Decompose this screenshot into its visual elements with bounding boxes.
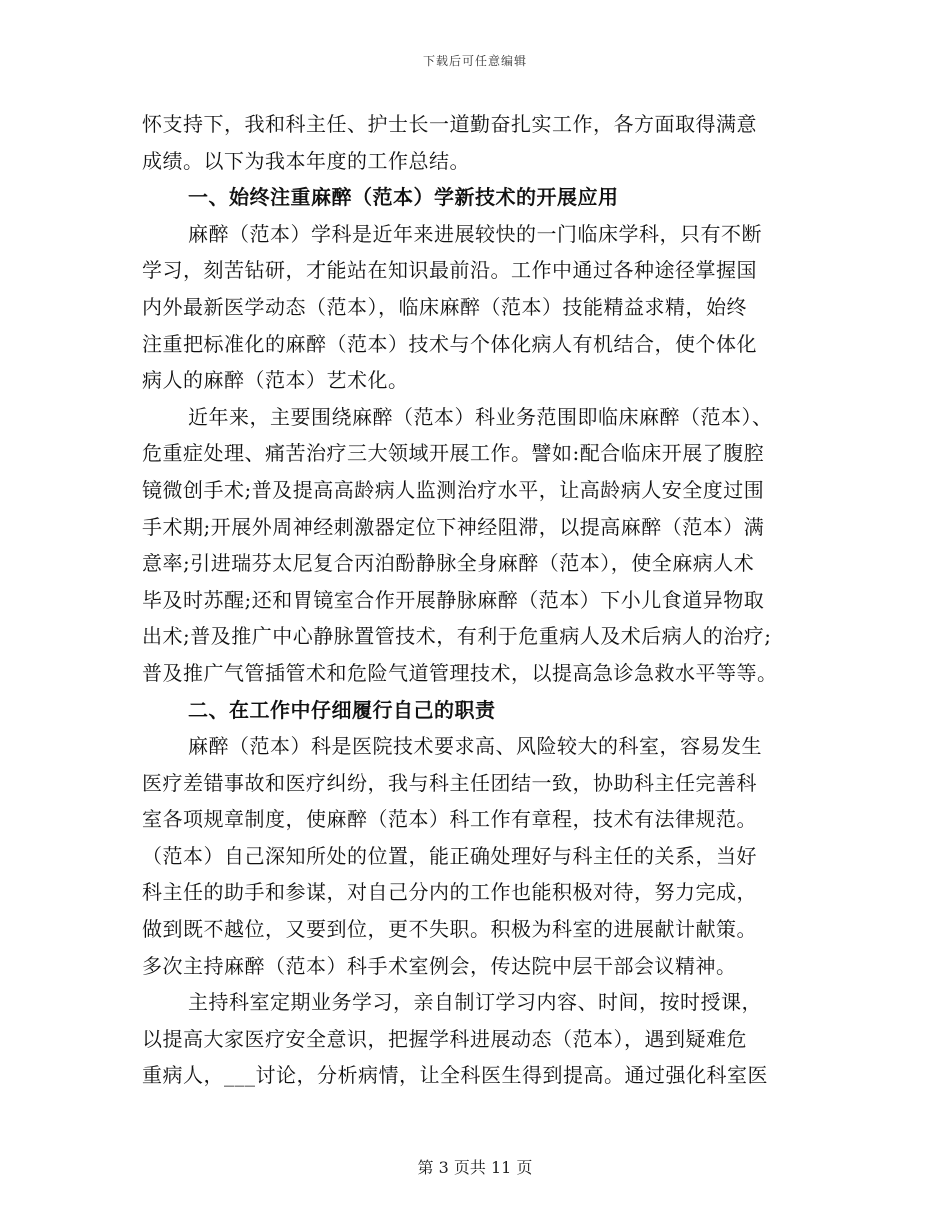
paragraph-line: 成绩。以下为我本年度的工作总结。 [142,148,470,173]
paragraph-line: （范本）自己深知所处的位置，能正确处理好与科主任的关系，当好 [142,843,757,868]
paragraph-line: 科主任的助手和参谋，对自己分内的工作也能积极对待，努力完成， [142,880,757,905]
section-heading-2: 二、在工作中仔细履行自己的职责 [188,697,496,722]
paragraph-line: 手术期;开展外周神经刺激器定位下神经阻滞，以提高麻醉（范本）满 [142,514,765,539]
paragraph-line: 室各项规章制度，使麻醉（范本）科工作有章程，技术有法律规范。 [142,807,757,832]
section-heading-1: 一、始终注重麻醉（范本）学新技术的开展应用 [188,185,619,210]
page-number: 第 3 页共 11 页 [417,1158,533,1177]
paragraph-line: 意率;引进瑞芬太尼复合丙泊酚静脉全身麻醉（范本），使全麻病人术 [142,551,755,576]
paragraph-line: 普及推广气管插管术和危险气道管理技术，以提高急诊急救水平等等。 [142,660,778,685]
paragraph-line: 学习，刻苦钻研，才能站在知识最前沿。工作中通过各种途径掌握国 [142,258,757,283]
paragraph-line: 麻醉（范本）学科是近年来进展较快的一门临床学科，只有不断 [188,221,762,246]
paragraph-line: 主持科室定期业务学习，亲自制订学习内容、时间，按时授课， [188,990,762,1015]
paragraph-line: 注重把标准化的麻醉（范本）技术与个体化病人有机结合，使个体化 [142,331,757,356]
document-body [142,106,822,1094]
paragraph-line: 麻醉（范本）科是医院技术要求高、风险较大的科室，容易发生 [188,734,762,759]
page-header: 下载后可任意编辑 [422,54,527,68]
paragraph-line: 内外最新医学动态（范本），临床麻醉（范本）技能精益求精，始终 [142,294,747,319]
paragraph-line: 病人的麻醉（范本）艺术化。 [142,368,409,393]
paragraph-line: 怀支持下，我和科主任、护士长一道勤奋扎实工作，各方面取得满意 [142,112,757,136]
paragraph-line: 出术;普及推广中心静脉置管技术，有利于危重病人及术后病人的治疗; [142,624,772,649]
paragraph-line: 医疗差错事故和医疗纠纷，我与科主任团结一致，协助科主任完善科 [142,770,757,795]
paragraph-line: 以提高大家医疗安全意识，把握学科进展动态（范本），遇到疑难危 [142,1026,747,1051]
paragraph-line: 镜微创手术;普及提高高龄病人监测治疗水平，让高龄病人安全度过围 [142,477,765,502]
paragraph-line: 做到既不越位，又要到位，更不失职。积极为科室的进展献计献策。 [142,917,757,942]
paragraph-line: 毕及时苏醒;还和胃镜室合作开展静脉麻醉（范本）下小儿食道异物取 [142,587,765,612]
paragraph-line: 多次主持麻醉（范本）科手术室例会，传达院中层干部会议精神。 [142,953,737,978]
paragraph-line: 近年来，主要围绕麻醉（范本）科业务范围即临床麻醉（范本）、 [188,404,773,429]
paragraph-line: 危重症处理、痛苦治疗三大领域开展工作。譬如:配合临床开展了腹腔 [142,441,765,466]
paragraph-line: 重病人，___讨论，分析病情，让全科医生得到提高。通过强化科室医 [142,1063,768,1088]
